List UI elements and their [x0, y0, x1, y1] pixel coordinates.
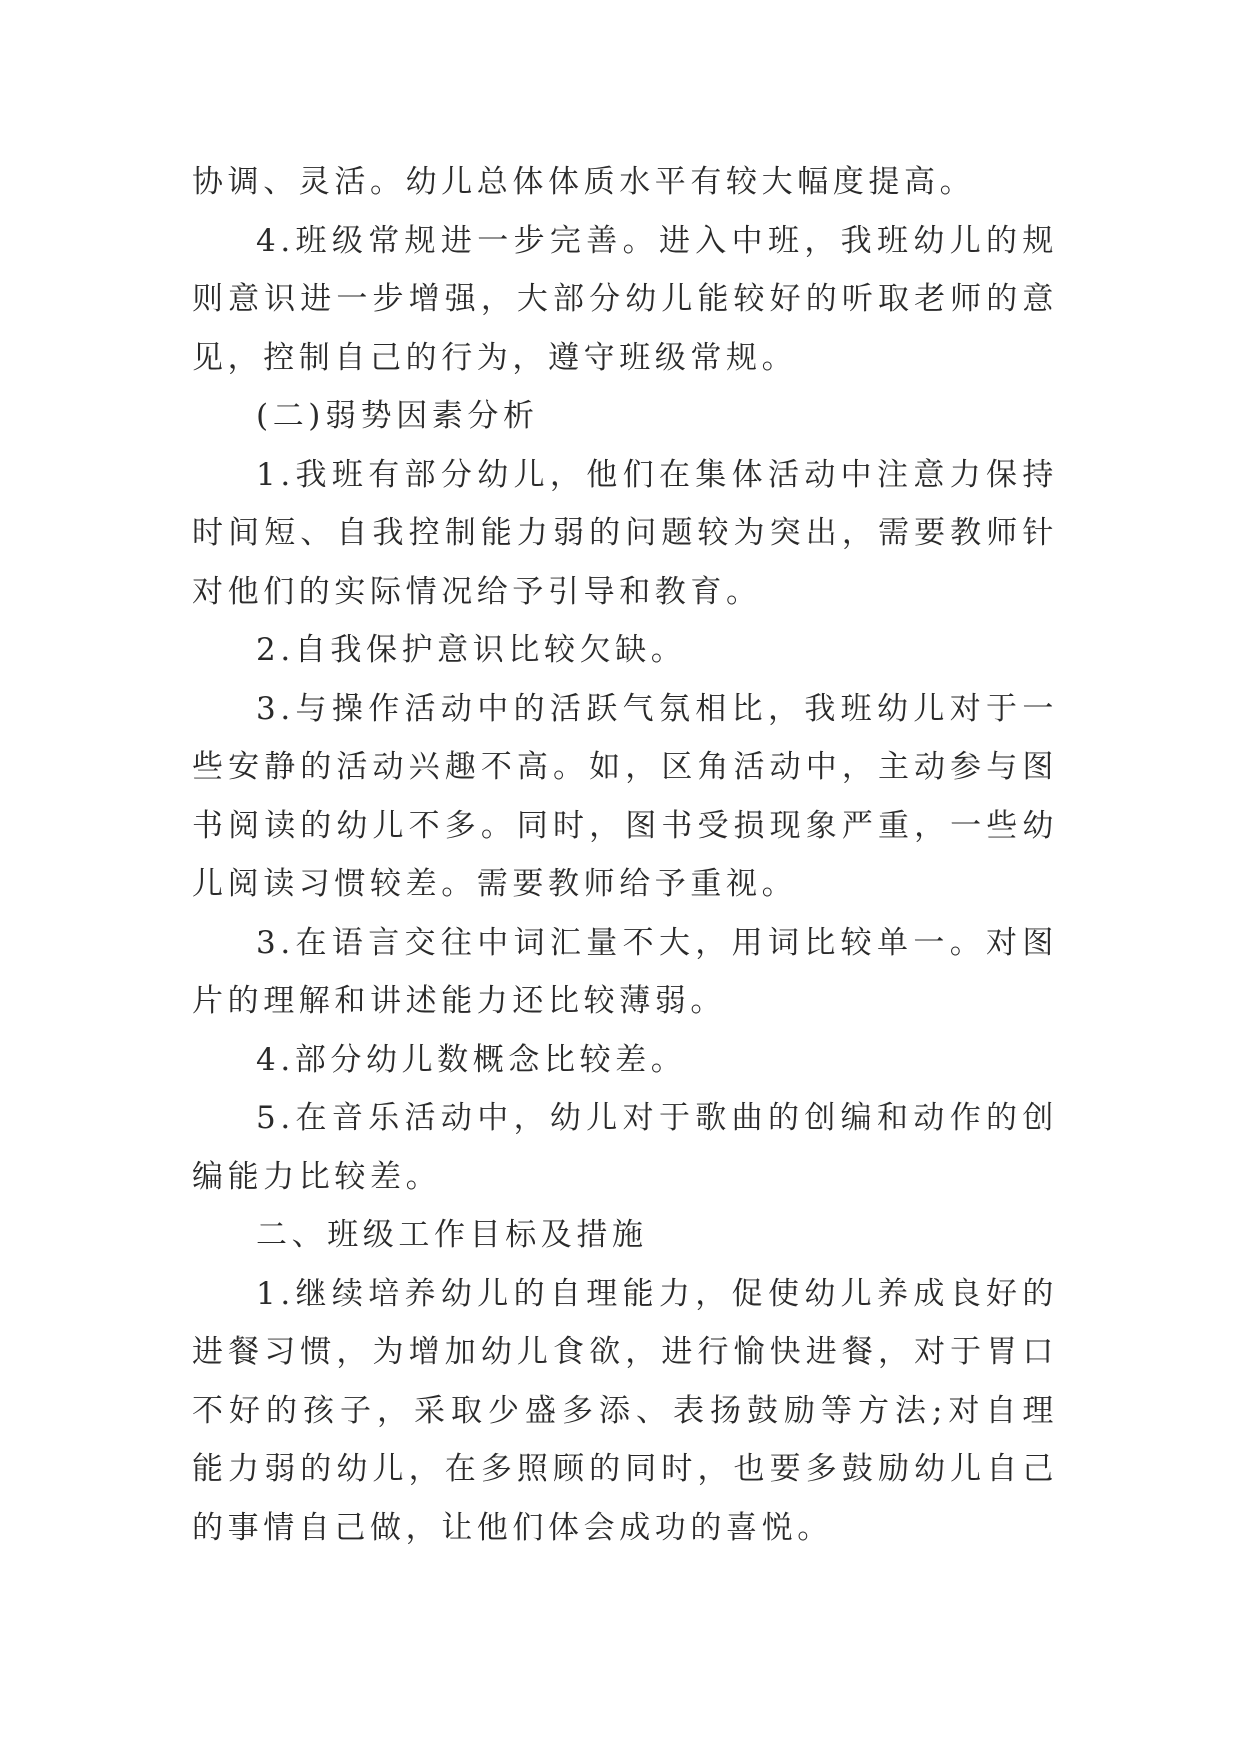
paragraph-weakness-3b: 3.在语言交往中词汇量不大，用词比较单一。对图片的理解和讲述能力还比较薄弱。 [192, 924, 1058, 1019]
paragraph-weakness-1: 1.我班有部分幼儿，他们在集体活动中注意力保持时间短、自我控制能力弱的问题较为突出，需要教师针对他们的实际情况给予引导和教育。 [192, 456, 1058, 610]
paragraph-continuation: 协调、灵活。幼儿总体体质水平有较大幅度提高。 [192, 164, 976, 200]
section-heading-goals: 二、班级工作目标及措施 [256, 1217, 648, 1253]
paragraph-weakness-3a: 3.与操作活动中的活跃气氛相比，我班幼儿对于一些安静的活动兴趣不高。如，区角活动中，主动参与图书阅读的幼儿不多。同时，图书受损现象严重，一些幼儿阅读习惯较差。需要教师给予重视。 [192, 690, 1058, 902]
paragraph-goal-1: 1.继续培养幼儿的自理能力，促使幼儿养成良好的进餐习惯，为增加幼儿食欲，进行愉快进餐，对于胃口不好的孩子，采取少盛多添、表扬鼓励等方法;对自理能力弱的幼儿，在多照顾的同时，也要多鼓励幼儿自己的事情自己做，让他们体会成功的喜悦。 [192, 1275, 1058, 1546]
section-heading-weakness: (二)弱势因素分析 [256, 398, 539, 434]
paragraph-weakness-5: 5.在音乐活动中，幼儿对于歌曲的创编和动作的创编能力比较差。 [192, 1100, 1058, 1195]
paragraph-weakness-2: 2.自我保护意识比较欠缺。 [256, 632, 687, 668]
paragraph-strength-4: 4.班级常规进一步完善。进入中班，我班幼儿的规则意识进一步增强，大部分幼儿能较好的听取老师的意见，控制自己的行为，遵守班级常规。 [192, 222, 1058, 376]
paragraph-weakness-4: 4.部分幼儿数概念比较差。 [256, 1041, 687, 1078]
document-body [192, 153, 1058, 1557]
